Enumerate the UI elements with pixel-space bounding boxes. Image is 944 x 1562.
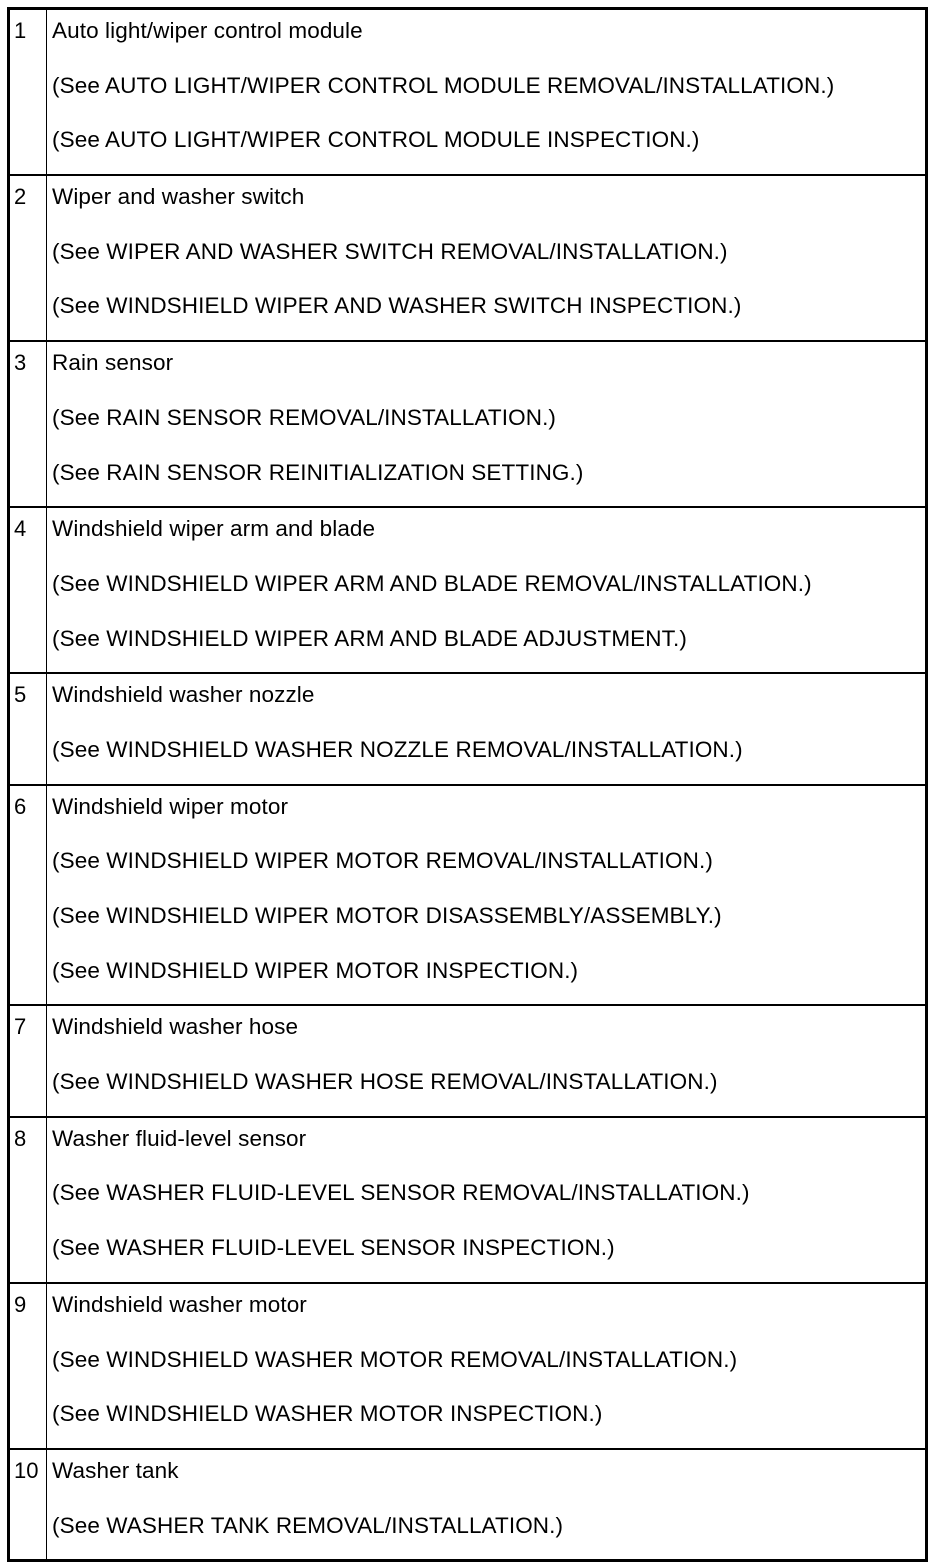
part-name: Washer tank — [52, 1457, 179, 1483]
part-description — [47, 785, 927, 1006]
part-description — [47, 1005, 927, 1116]
table-row — [9, 673, 927, 784]
table-row — [9, 1449, 927, 1561]
table-row — [9, 1283, 927, 1449]
parts-reference-table — [7, 7, 928, 1562]
part-name: Windshield washer hose — [52, 1014, 299, 1040]
part-number: 10 — [9, 1449, 47, 1561]
reference-link[interactable]: (See WASHER FLUID-LEVEL SENSOR REMOVAL/INSTALLATION.) — [52, 1180, 750, 1206]
reference-link[interactable]: (See WASHER FLUID-LEVEL SENSOR INSPECTION.) — [52, 1235, 615, 1261]
part-description — [47, 1117, 927, 1283]
part-description — [47, 673, 927, 784]
reference-link[interactable]: (See RAIN SENSOR REMOVAL/INSTALLATION.) — [52, 404, 557, 430]
reference-link[interactable]: (See WIPER AND WASHER SWITCH REMOVAL/INSTALLATION.) — [52, 238, 728, 264]
part-number: 7 — [9, 1005, 47, 1116]
reference-link[interactable]: (See AUTO LIGHT/WIPER CONTROL MODULE REMOVAL/INSTALLATION.) — [52, 72, 835, 98]
part-number: 9 — [9, 1283, 47, 1449]
part-name: Windshield wiper arm and blade — [52, 516, 376, 542]
reference-link[interactable]: (See WINDSHIELD WASHER MOTOR REMOVAL/INSTALLATION.) — [52, 1346, 738, 1372]
part-description — [47, 175, 927, 341]
part-name: Washer fluid-level sensor — [52, 1125, 307, 1151]
part-number: 3 — [9, 341, 47, 507]
part-number: 1 — [9, 9, 47, 176]
part-description — [47, 9, 927, 176]
part-description — [47, 341, 927, 507]
table-row — [9, 1117, 927, 1283]
part-name: Rain sensor — [52, 350, 174, 376]
table-row — [9, 9, 927, 176]
part-description — [47, 507, 927, 673]
reference-link[interactable]: (See WINDSHIELD WASHER HOSE REMOVAL/INSTALLATION.) — [52, 1069, 718, 1095]
reference-link[interactable]: (See WINDSHIELD WASHER NOZZLE REMOVAL/INSTALLATION.) — [52, 736, 743, 762]
part-number: 6 — [9, 785, 47, 1006]
part-number: 8 — [9, 1117, 47, 1283]
table-row — [9, 341, 927, 507]
reference-link[interactable]: (See WINDSHIELD WIPER MOTOR INSPECTION.) — [52, 957, 579, 983]
reference-link[interactable]: (See WINDSHIELD WIPER MOTOR DISASSEMBLY/ASSEMBLY.) — [52, 903, 722, 928]
part-name: Wiper and washer switch — [52, 184, 305, 210]
table-row — [9, 507, 927, 673]
reference-link[interactable]: (See WINDSHIELD WIPER MOTOR REMOVAL/INSTALLATION.) — [52, 848, 713, 874]
part-number: 4 — [9, 507, 47, 673]
reference-link[interactable]: (See RAIN SENSOR REINITIALIZATION SETTING.) — [52, 459, 584, 485]
reference-link[interactable]: (See AUTO LIGHT/WIPER CONTROL MODULE INSPECTION.) — [52, 127, 700, 153]
part-name: Windshield washer nozzle — [52, 682, 315, 708]
parts-table-body — [9, 9, 927, 1561]
part-number: 2 — [9, 175, 47, 341]
part-name: Windshield washer motor — [52, 1291, 307, 1317]
reference-link[interactable]: (See WASHER TANK REMOVAL/INSTALLATION.) — [52, 1512, 564, 1538]
reference-link[interactable]: (See WINDSHIELD WIPER ARM AND BLADE REMOVAL/INSTALLATION.) — [52, 570, 812, 596]
part-description — [47, 1449, 927, 1561]
reference-link[interactable]: (See WINDSHIELD WASHER MOTOR INSPECTION.) — [52, 1401, 603, 1427]
part-name: Windshield wiper motor — [52, 793, 289, 819]
reference-link[interactable]: (See WINDSHIELD WIPER ARM AND BLADE ADJUSTMENT.) — [52, 625, 687, 651]
table-row — [9, 175, 927, 341]
part-name: Auto light/wiper control module — [52, 18, 363, 43]
table-row — [9, 785, 927, 1006]
part-description — [47, 1283, 927, 1449]
table-row — [9, 1005, 927, 1116]
part-number: 5 — [9, 673, 47, 784]
reference-link[interactable]: (See WINDSHIELD WIPER AND WASHER SWITCH INSPECTION.) — [52, 293, 742, 319]
